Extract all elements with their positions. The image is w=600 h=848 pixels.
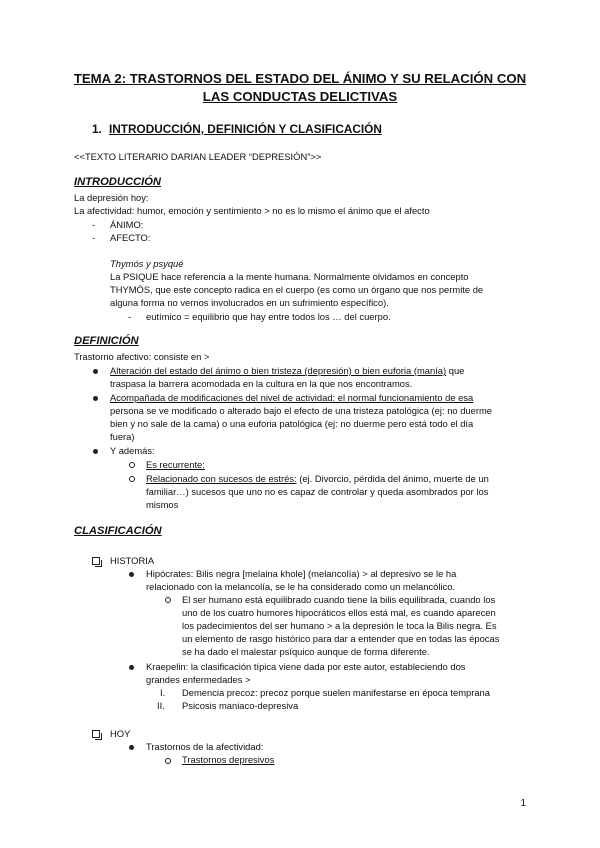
definicion-bullet-1 [110,364,464,378]
ser-humano-line-5: se ha dado el malestar psíquico aunque de forma diferente. [182,646,430,657]
title-line-2: LAS CONDUCTAS DELICTIVAS [202,89,398,104]
dash-bullet: - [92,219,96,230]
intro-heading: INTRODUCCIÓN [74,176,162,188]
definicion-bullet-2-line-3: bien y no sale de la cama) o una euforia patológica (ej: no duerme pero está todo el día [110,418,474,429]
intro-afecto: AFECTO: [110,232,151,243]
checkbox-square-icon [92,730,100,738]
estres-item [146,472,489,486]
bullet-circle-icon [165,758,171,764]
psique-line-2: THYMÓS, que este concepto radica en el cuerpo (es como un órgano que nos permite de [110,284,484,295]
bullet-circle-icon [165,597,171,603]
section-title: INTRODUCCIÓN, DEFINICIÓN Y CLASIFICACIÓN [109,122,382,136]
definicion-intro: Trastorno afectivo: consiste en > [74,351,210,362]
hoy-label: HOY [110,728,131,739]
bullet-circle-icon [129,476,135,482]
bullet-dot-icon [129,665,134,670]
trastornos-depresivos: Trastornos depresivos [182,754,275,765]
hipocrates-line-2: relacionado con la melancolía, se le ha considerado como un melancólico. [146,581,456,592]
estres-item-underlined: Relacionado con sucesos de estrés: [146,473,297,484]
definicion-bullet-1-underlined: Alteración del estado del ánimo o bien tristeza (depresión) o bien euforia (manía) [110,365,447,376]
clasificacion-heading: CLASIFICACIÓN [74,525,162,537]
intro-animo: ÁNIMO: [110,219,144,230]
definicion-bullet-2-line-2: persona se ve modificado o alterado bajo el efecto de una tristeza patológica (ej: no duerme [110,405,493,416]
kraepelin-line-1: Kraepelin: la clasificación típica viene dada por este autor, estableciendo dos [146,661,466,672]
definicion-bullet-3: Y además: [110,445,155,456]
definicion-bullet-2-line-4: fuera) [110,431,135,442]
recurrente-item: Es recurrente: [146,459,205,470]
ser-humano-line-4: un elemento de rasgo histórico para dar a entender que en todas las épocas [182,633,500,644]
psique-line-3: alguna forma no vernos involucrados en un sufrimiento específico). [110,297,389,308]
bullet-dot-icon [93,396,98,401]
estres-item-line-2: familiar…) sucesos que uno no es capaz de controlar y queda asombrados por los [146,486,489,497]
bullet-circle-icon [129,462,135,468]
intro-line-2: La afectividad: humor, emoción y sentimiento > no es lo mismo el ánimo que el afecto [74,205,430,216]
historia-label: HISTORIA [110,555,155,566]
bullet-dot-icon [93,369,98,374]
section-heading [92,122,382,136]
definicion-bullet-1-rest: que [446,365,465,376]
eutimico-line: eutímico = equilibrio que hay entre todos los … del cuerpo. [146,311,391,322]
page-title [60,70,540,106]
thymos-title: Thymós y psyqué [110,258,184,269]
hipocrates-line-1: Hipócrates: Bilis negra [melaina khole] (melancolía) > al depresivo se le ha [146,568,457,579]
ser-humano-line-1: El ser humano está equilibrado cuando tiene la bilis equilibrada, cuando los [182,594,496,605]
definicion-heading: DEFINICIÓN [74,335,139,347]
bullet-dot-icon [129,572,134,577]
ser-humano-line-2: uno de los cuatro humores hipocráticos ellos está mal, es cuando aparecen [182,607,496,618]
estres-item-rest: (ej. Divorcio, pérdida del ánimo, muerte de un [296,473,489,484]
definicion-bullet-1-line-2: traspasa la barrera acomodada en la cultura en la que nos encontramos. [110,378,413,389]
dash-bullet: - [128,311,132,322]
page-number: 1 [520,798,526,809]
psicosis-item: Psicosis maniaco-depresiva [182,700,299,711]
bullet-dot-icon [129,745,134,750]
bullet-dot-icon [93,449,98,454]
psique-line-1: La PSIQUE hace referencia a la mente humana. Normalmente olvidamos en concepto [110,271,469,282]
checkbox-square-icon [92,557,100,565]
demencia-precoz-item: Demencia precoz: precoz porque suelen manifestarse en época temprana [182,687,490,698]
estres-item-line-3: mismos [146,499,179,510]
intro-line-1: La depresión hoy: [74,192,149,203]
literary-text-note: <<TEXTO LITERARIO DARIAN LEADER “DEPRESIÓN”>> [74,151,322,162]
roman-numeral: II. [157,700,165,711]
title-line-1: TEMA 2: TRASTORNOS DEL ESTADO DEL ÁNIMO Y SU RELACIÓN CON [73,71,527,86]
trastornos-afectividad: Trastornos de la afectividad: [146,741,264,752]
definicion-bullet-2: Acompañada de modificaciones del nivel de actividad: el normal funcionamiento de esa [110,392,474,403]
roman-numeral: I. [160,687,166,698]
ser-humano-line-3: los padecimientos del ser humano > a la depresión le toca la Bilis negra. Es [182,620,497,631]
section-number: 1. [92,122,102,136]
kraepelin-line-2: grandes enfermedades > [146,674,251,685]
dash-bullet: - [92,232,96,243]
